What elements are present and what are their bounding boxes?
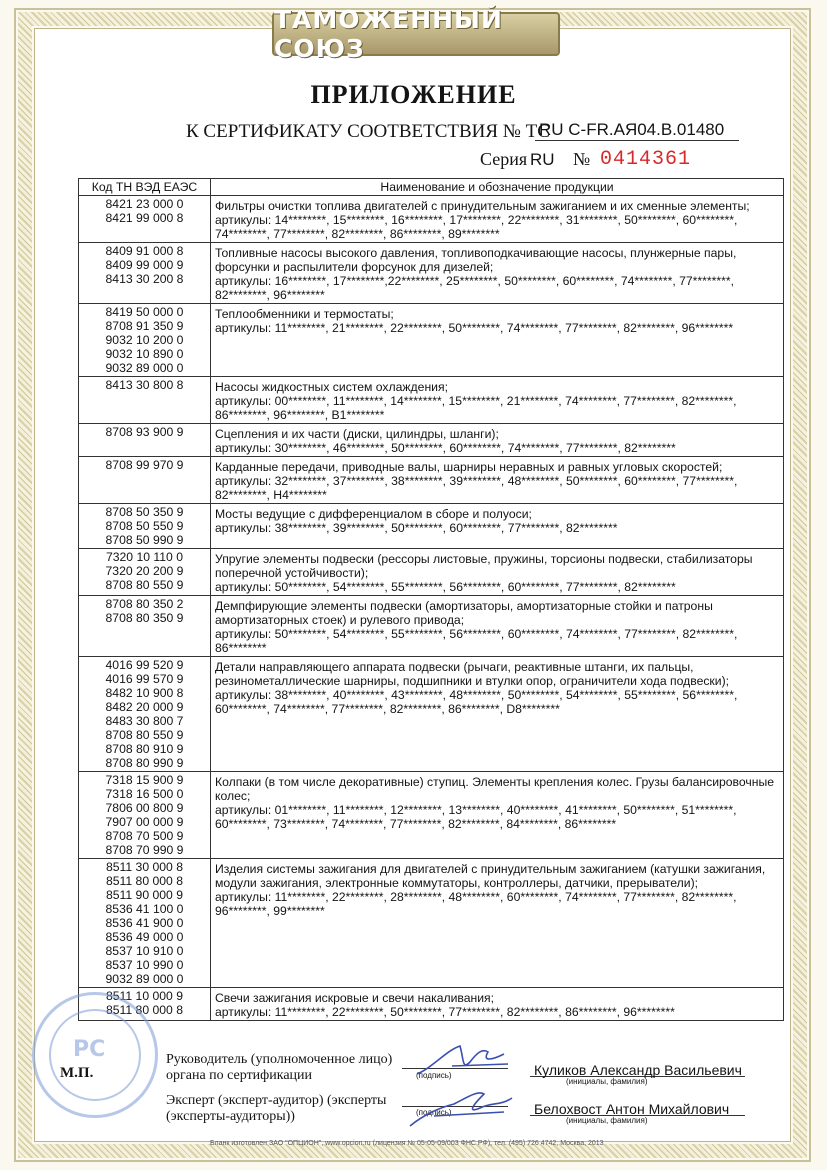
product-description-cell xyxy=(211,657,784,772)
head-handwritten-signature xyxy=(412,1040,522,1080)
product-description: Колпаки (в том числе декоративные) ступиц. Элементы крепления колес. Грузы балансировочные колес; xyxy=(215,775,775,803)
expert-role-label: Эксперт (эксперт-аудитор) (эксперты (эксперты-аудиторы)) xyxy=(166,1093,387,1124)
product-description: Насосы жидкостных систем охлаждения; xyxy=(215,380,448,394)
product-description-cell xyxy=(211,596,784,657)
table-row xyxy=(79,304,784,377)
product-code: 8409 91 000 8 xyxy=(105,244,184,258)
product-description: Мосты ведущие с дифференциалом в сборе и полуоси; xyxy=(215,507,532,521)
product-description-cell xyxy=(211,988,784,1021)
product-articles: артикулы: 50********, 54********, 55********, 56********, 60********, 74********, 77********, 82********, 86******** xyxy=(215,627,738,655)
product-description-cell xyxy=(211,196,784,243)
product-code: 8413 30 200 8 xyxy=(105,272,184,286)
product-codes-cell xyxy=(79,196,211,243)
product-code: 8536 49 000 0 xyxy=(105,930,184,944)
table-row xyxy=(79,424,784,457)
product-code: 8511 80 000 8 xyxy=(105,1003,184,1017)
product-description: Теплообменники и термостаты; xyxy=(215,307,394,321)
table-row xyxy=(79,196,784,243)
stamp-logo-icon: РС xyxy=(73,1037,106,1062)
product-description-cell xyxy=(211,304,784,377)
banner-text: ТАМОЖЕННЫЙ СОЮЗ xyxy=(274,5,503,63)
series-label: Серия xyxy=(480,149,528,169)
table-body xyxy=(79,196,784,1021)
product-codes-cell xyxy=(79,457,211,504)
product-code: 8708 80 350 9 xyxy=(105,611,184,625)
table-row xyxy=(79,596,784,657)
product-code: 8708 50 990 9 xyxy=(105,533,184,547)
product-codes-cell xyxy=(79,424,211,457)
product-code: 8511 90 000 9 xyxy=(105,888,184,902)
product-code: 8536 41 900 0 xyxy=(105,916,184,930)
product-description: Детали направляющего аппарата подвески (рычаги, реактивные штанги, их пальцы, резинометаллические шарниры, подшипники и втулки опор, ограничители хода подвески); xyxy=(215,660,730,688)
head-name: Куликов Александр Васильевич xyxy=(534,1062,742,1078)
product-description-cell xyxy=(211,424,784,457)
product-description: Демпфирующие элементы подвески (амортизаторы, амортизаторные стойки и патроны амортизаторных стоек) и рулевого привода; xyxy=(215,599,713,627)
product-description-cell xyxy=(211,772,784,859)
product-codes-cell xyxy=(79,772,211,859)
product-code: 8421 23 000 0 xyxy=(105,197,184,211)
table-row xyxy=(79,859,784,988)
product-articles: артикулы: 32********, 37********, 38********, 39********, 48********, 50********, 60********, 77********, 82********, H4******** xyxy=(215,474,738,502)
product-code: 7320 10 110 0 xyxy=(105,550,184,564)
product-code: 7806 00 800 9 xyxy=(105,801,184,815)
product-code: 8708 70 990 9 xyxy=(105,843,184,857)
product-code: 8708 70 500 9 xyxy=(105,829,184,843)
product-articles: артикулы: 11********, 22********, 28********, 48********, 60********, 74********, 77********, 82********, 96********, 99******** xyxy=(215,890,737,918)
product-code: 8708 80 990 9 xyxy=(105,756,184,770)
product-articles: артикулы: 38********, 40********, 43********, 48********, 50********, 54********, 55********, 56********, 60********, 74********, 77********, 82********, 86********, D8******** xyxy=(215,688,738,716)
expert-handwritten-signature xyxy=(404,1086,524,1130)
product-code: 8708 80 550 9 xyxy=(105,728,184,742)
product-codes-cell xyxy=(79,657,211,772)
product-description-cell xyxy=(211,457,784,504)
product-codes-cell xyxy=(79,504,211,549)
product-code: 8536 41 100 0 xyxy=(105,902,184,916)
product-code: 9032 89 000 0 xyxy=(105,361,184,375)
product-code: 8511 80 000 8 xyxy=(105,874,184,888)
product-code: 7907 00 000 9 xyxy=(105,815,184,829)
table-row xyxy=(79,377,784,424)
product-codes-cell xyxy=(79,596,211,657)
product-articles: артикулы: 11********, 21********, 22********, 50********, 74********, 77********, 82********, 96******** xyxy=(215,321,734,335)
product-articles: артикулы: 30********, 46********, 50********, 60********, 74********, 77********, 82******** xyxy=(215,441,676,455)
form-footer: Бланк изготовлен ЗАО "ОПЦИОН", www.opcion.ru (лицензия № 05-05-09/003 ФНС РФ), тел. (495) 726 4742, Москва, 2013 xyxy=(210,1140,604,1147)
expert-name: Белохвост Антон Михайлович xyxy=(534,1101,730,1117)
product-code: 8708 93 900 9 xyxy=(105,425,184,439)
certificate-subtitle: К СЕРТИФИКАТУ СООТВЕТСТВИЯ № ТС xyxy=(186,121,550,142)
product-code: 8708 80 350 2 xyxy=(105,597,184,611)
product-code: 8708 50 350 9 xyxy=(105,505,184,519)
product-code: 8708 91 350 9 xyxy=(105,319,184,333)
column-header-name: Наименование и обозначение продукции xyxy=(211,179,784,196)
product-description-cell xyxy=(211,504,784,549)
product-description-cell xyxy=(211,243,784,304)
product-articles: артикулы: 14********, 15********, 16********, 17********, 22********, 31********, 50********, 60********, 74********, 77********, 82********, 86********, 89******** xyxy=(215,213,738,241)
product-code: 9032 10 890 0 xyxy=(105,347,184,361)
table-row xyxy=(79,657,784,772)
product-articles: артикулы: 11********, 22********, 50********, 77********, 82********, 86********, 96******** xyxy=(215,1005,675,1019)
certificate-number: RU C-FR.АЯ04.В.01480 xyxy=(535,120,739,141)
product-code: 8708 99 970 9 xyxy=(105,458,184,472)
product-codes-cell xyxy=(79,549,211,596)
product-code: 8537 10 990 0 xyxy=(105,958,184,972)
head-signature-caption: (подпись) xyxy=(416,1071,452,1080)
product-articles: артикулы: 01********, 11********, 12********, 13********, 40********, 41********, 50********, 51********, 60********, 73********, 74********, 77********, 82********, 84********, 86******** xyxy=(215,803,737,831)
serial-number: 0414361 xyxy=(600,148,692,171)
table-row xyxy=(79,457,784,504)
table-header-row xyxy=(79,179,784,196)
series-value: RU xyxy=(530,150,555,169)
product-code: 8537 10 910 0 xyxy=(105,944,184,958)
product-code: 8483 30 800 7 xyxy=(105,714,184,728)
product-description-cell xyxy=(211,859,784,988)
product-code: 8482 10 900 8 xyxy=(105,686,184,700)
product-code: 4016 99 570 9 xyxy=(105,672,184,686)
product-description: Топливные насосы высокого давления, топливоподкачивающие насосы, плунжерные пары, форсунки и распылители форсунок для дизелей; xyxy=(215,246,737,274)
product-description-cell xyxy=(211,549,784,596)
product-description: Свечи зажигания искровые и свечи накаливания; xyxy=(215,991,495,1005)
product-code: 8708 80 910 9 xyxy=(105,742,184,756)
product-code: 7318 16 500 0 xyxy=(105,787,184,801)
product-code: 8511 30 000 8 xyxy=(105,860,184,874)
products-table xyxy=(78,178,784,1021)
product-articles: артикулы: 50********, 54********, 55********, 56********, 60********, 77********, 82******** xyxy=(215,580,676,594)
product-code: 8708 80 550 9 xyxy=(105,578,184,592)
product-code: 8421 99 000 8 xyxy=(105,211,184,225)
product-code: 9032 10 200 0 xyxy=(105,333,184,347)
head-role-label: Руководитель (уполномоченное лицо) органа по сертификации xyxy=(166,1052,393,1083)
table-row xyxy=(79,772,784,859)
product-articles: артикулы: 16********, 17********,22********, 25********, 50********, 60********, 74********, 77********, 82********, 96******** xyxy=(215,274,735,302)
product-code: 4016 99 520 9 xyxy=(105,658,184,672)
number-label: № xyxy=(573,149,591,169)
product-description: Карданные передачи, приводные валы, шарниры неравных и равных угловых скоростей; xyxy=(215,460,723,474)
product-codes-cell xyxy=(79,243,211,304)
certification-stamp xyxy=(32,992,158,1118)
product-description: Изделия системы зажигания для двигателей с принудительным зажиганием (катушки зажигания, модули зажигания, электронные коммутаторы, контроллеры, датчики, прерыватели); xyxy=(215,862,766,890)
product-code: 9032 89 000 0 xyxy=(105,972,184,986)
stamp-place-label: М.П. xyxy=(60,1065,94,1081)
product-articles: артикулы: 38********, 39********, 50********, 60********, 77********, 82******** xyxy=(215,521,618,535)
head-name-caption: (инициалы, фамилия) xyxy=(566,1077,648,1086)
product-code: 8511 10 000 9 xyxy=(105,989,184,1003)
product-code: 8482 20 000 9 xyxy=(105,700,184,714)
product-code: 7318 15 900 9 xyxy=(105,773,184,787)
product-code: 8413 30 800 8 xyxy=(105,378,184,392)
column-header-code: Код ТН ВЭД ЕАЭС xyxy=(79,179,211,196)
product-code: 7320 20 200 9 xyxy=(105,564,184,578)
product-codes-cell xyxy=(79,377,211,424)
product-codes-cell xyxy=(79,304,211,377)
product-code: 8409 99 000 9 xyxy=(105,258,184,272)
product-code: 8419 50 000 0 xyxy=(105,305,184,319)
product-description: Сцепления и их части (диски, цилиндры, шланги); xyxy=(215,427,499,441)
page-title: ПРИЛОЖЕНИЕ xyxy=(310,80,517,109)
table-row xyxy=(79,243,784,304)
product-description-cell xyxy=(211,377,784,424)
customs-union-banner xyxy=(272,5,560,63)
product-articles: артикулы: 00********, 11********, 14********, 15********, 21********, 74********, 77********, 82********, 86********, 96********, B1******** xyxy=(215,394,737,422)
expert-signature-caption: (подпись) xyxy=(416,1108,452,1117)
table-row xyxy=(79,504,784,549)
product-codes-cell xyxy=(79,859,211,988)
product-code: 8708 50 550 9 xyxy=(105,519,184,533)
table-row xyxy=(79,549,784,596)
expert-name-caption: (инициалы, фамилия) xyxy=(566,1116,648,1125)
table-row xyxy=(79,988,784,1021)
product-description: Упругие элементы подвески (рессоры листовые, пружины, торсионы подвески, стабилизаторы поперечной устойчивости); xyxy=(215,552,753,580)
product-description: Фильтры очистки топлива двигателей с принудительным зажиганием и их сменные элементы; xyxy=(215,199,750,213)
